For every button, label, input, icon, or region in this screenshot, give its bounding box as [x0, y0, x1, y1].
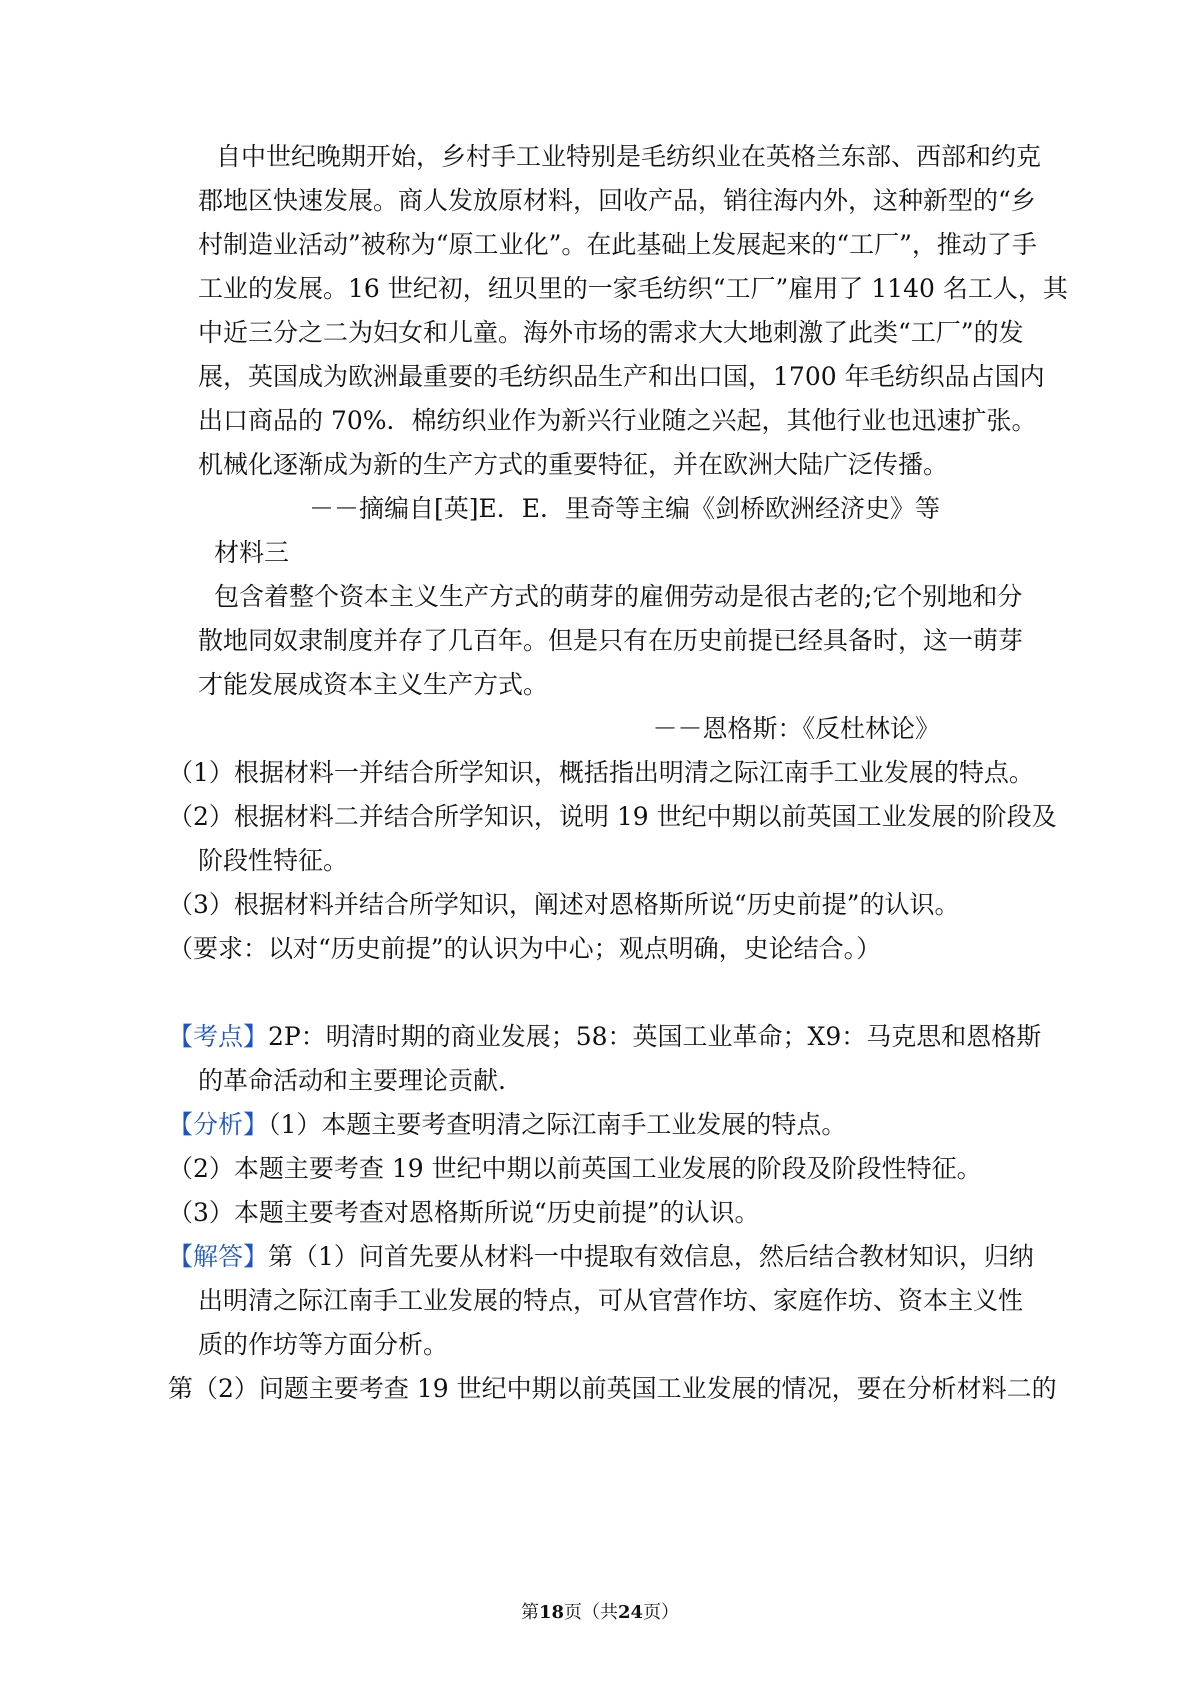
page-footer: [0, 1601, 1200, 1625]
fenxi-label: 【分析】: [168, 1110, 269, 1139]
material3-line-2: 散地同奴隶制度并存了几百年。但是只有在历史前提已经具备时，这一萌芽: [198, 626, 1024, 655]
material3-line-3: 才能发展成资本主义生产方式。: [198, 670, 549, 699]
material2-line-3: 村制造业活动”被称为“原工业化”。在此基础上发展起来的“工厂”，推动了手: [198, 230, 1037, 259]
material3-heading: 材料三: [214, 538, 290, 567]
fenxi-line-1: [168, 1108, 846, 1142]
material2-line-8: 机械化逐渐成为新的生产方式的重要特征，并在欧洲大陆广泛传播。: [198, 450, 949, 479]
jieda-line-1: [168, 1240, 1034, 1274]
question-1: （1）根据材料一并结合所学知识，概括指出明清之际江南手工业发展的特点。: [168, 758, 1034, 787]
fenxi-line-3: （3）本题主要考查对恩格斯所说“历史前提”的认识。: [168, 1198, 760, 1227]
footer-mid: 页（共: [564, 1602, 618, 1623]
jieda-line-3: 质的作坊等方面分析。: [198, 1330, 449, 1359]
material2-line-4: 工业的发展。16 世纪初，纽贝里的一家毛纺织“工厂”雇用了 1140 名工人，其: [198, 274, 1068, 303]
fenxi-text: （1）本题主要考查明清之际江南手工业发展的特点。: [268, 1110, 847, 1139]
material2-line-2: 郡地区快速发展。商人发放原材料，回收产品，销往海内外，这种新型的“乡: [198, 186, 1036, 215]
kaodian-label: 【考点】: [168, 1022, 269, 1051]
kaodian-line-2: 的革命活动和主要理论贡献.: [198, 1066, 506, 1095]
question-2-line-1: （2）根据材料二并结合所学知识，说明 19 世纪中期以前英国工业发展的阶段及: [168, 802, 1057, 831]
question-2-line-2: 阶段性特征。: [198, 846, 349, 875]
footer-post: 页）: [643, 1602, 680, 1623]
question-requirement: （要求：以对“历史前提”的认识为中心；观点明确，史论结合。）: [168, 934, 882, 963]
footer-page-number: 18: [538, 1602, 564, 1623]
jieda-line-2: 出明清之际江南手工业发展的特点，可从官营作坊、家庭作坊、资本主义性: [198, 1286, 1024, 1315]
material2-line-6: 展，英国成为欧洲最重要的毛纺织品生产和出口国，1700 年毛纺织品占国内: [198, 362, 1045, 391]
kaodian-line-1: [168, 1020, 1041, 1054]
footer-total-pages: 24: [618, 1602, 644, 1623]
material3-line-1: 包含着整个资本主义生产方式的萌芽的雇佣劳动是很古老的;它个别地和分: [214, 582, 1023, 611]
material2-line-5: 中近三分之二为妇女和儿童。海外市场的需求大大地刺激了此类“工厂”的发: [198, 318, 1024, 347]
jieda-text: 第（1）问首先要从材料一中提取有效信息，然后结合教材知识，归纳: [268, 1242, 1034, 1271]
material3-source: －－恩格斯：《反杜林论》: [652, 714, 940, 743]
material2-line-1: 自中世纪晚期开始，乡村手工业特别是毛纺织业在英格兰东部、西部和约克: [216, 142, 1042, 171]
material2-line-7: 出口商品的 70%．棉纺织业作为新兴行业随之兴起，其他行业也迅速扩张。: [198, 406, 1037, 435]
jieda-label: 【解答】: [168, 1242, 269, 1271]
jieda-line-4: 第（2）问题主要考查 19 世纪中期以前英国工业发展的情况，要在分析材料二的: [168, 1374, 1057, 1403]
question-3: （3）根据材料并结合所学知识，阐述对恩格斯所说“历史前提”的认识。: [168, 890, 960, 919]
footer-pre: 第: [520, 1602, 539, 1623]
fenxi-line-2: （2）本题主要考查 19 世纪中期以前英国工业发展的阶段及阶段性特征。: [168, 1154, 982, 1183]
material2-source: －－摘编自[英]E．E．里奇等主编《剑桥欧洲经济史》等: [308, 494, 940, 523]
kaodian-text: 2P：明清时期的商业发展；58：英国工业革命；X9：马克思和恩格斯: [268, 1022, 1042, 1051]
